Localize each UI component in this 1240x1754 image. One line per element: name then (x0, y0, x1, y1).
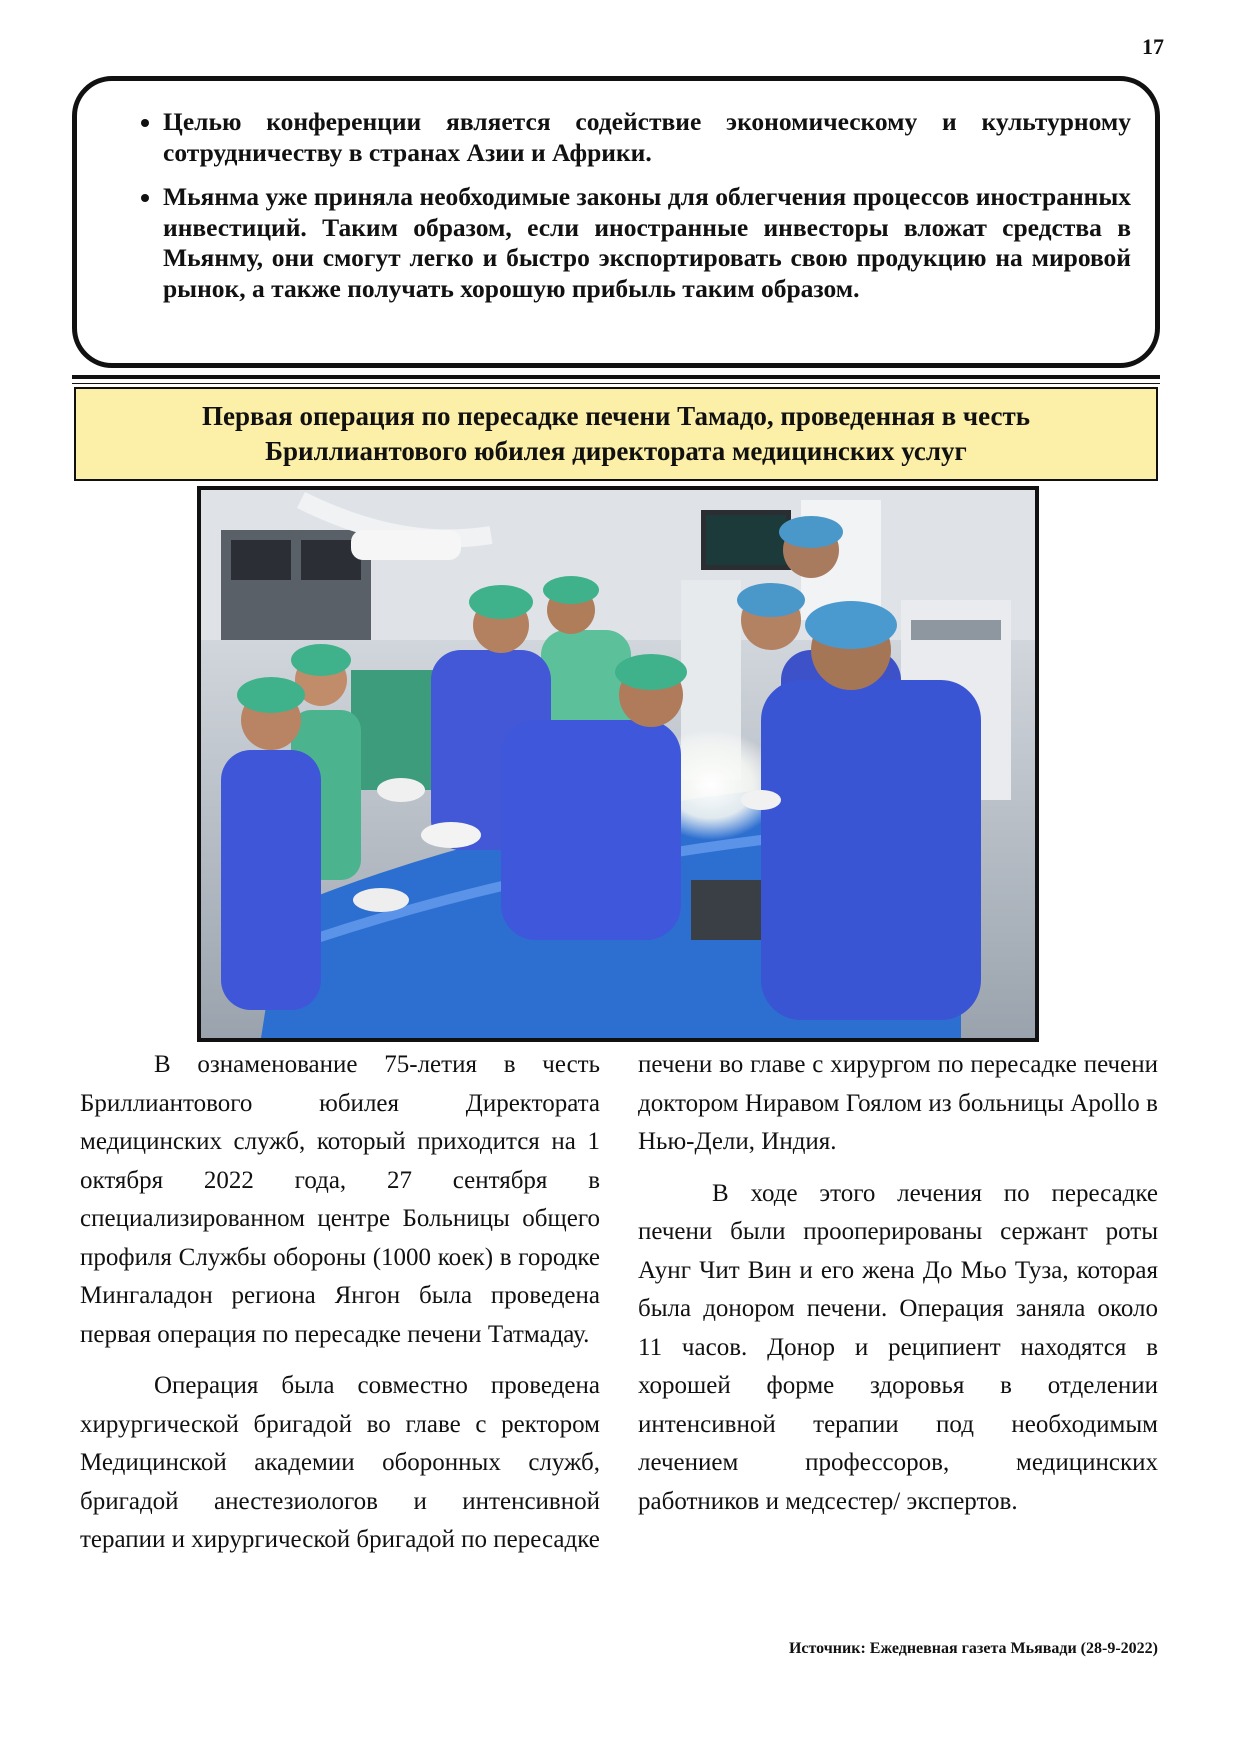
article-headline: Первая операция по пересадке печени Тамадо, проведенная в честь Бриллиантового юбилея директората медицинских услуг (74, 387, 1158, 481)
summary-list (117, 107, 1131, 304)
surgery-photo (197, 486, 1039, 1042)
article-paragraph: Операция была совместно проведена хирургической бригадой во главе с ректором Медицинской академии оборонных служб, бригадой анестезиологов и интенсивной терапии и хирургической бригадой по пересадке (80, 1372, 600, 1553)
source-credit: Источник: Ежедневная газета Мьявади (28-9-2022) (788, 1640, 1158, 1657)
page-number: 17 (1142, 34, 1164, 59)
summary-box (72, 76, 1160, 368)
divider (72, 375, 1160, 379)
divider (72, 383, 1160, 384)
article-column-left (80, 1046, 600, 1560)
article-column-right (638, 1046, 1158, 1521)
article-paragraph: В ходе этого лечения по пересадке печени были прооперированы сержант роты Аунг Чит Вин и его жена До Мьо Туза, которая была донором печени. Операция заняла около 11 часов. Донор и реципиент находятся в хорошей форме здоровья в отделении интенсивной терапии под необходимым лечением профессоров, медицинских работников и медсестер/ экспертов. (638, 1179, 1158, 1515)
summary-bullet: • Мьянма уже приняла необходимые законы для облегчения процессов иностранных инвестиций. Таким образом, если иностранные инвесторы вложат средства в Мьянму, они смогут легко и быстро экспортировать свою продукцию на мировой рынок, а также получать хорошую прибыль таким образом. (163, 182, 1131, 304)
article-paragraph: печени во главе с хирургом по пересадке печени доктором Ниравом Гоялом из больницы Apollo в Нью-Дели, Индия. (638, 1051, 1158, 1155)
surgery-photo-illustration (201, 490, 1035, 1038)
summary-bullet: • Целью конференции является содействие экономическому и культурному сотрудничеству в странах Азии и Африки. (163, 107, 1131, 168)
article-paragraph: В ознаменование 75-летия в честь Бриллиантового юбилея Директората медицинских служб, который приходится на 1 октября 2022 года, 27 сентября в специализированном центре Больницы общего профиля Службы обороны (1000 коек) в городке Мингаладон региона Янгон была проведена первая операция по пересадке печени Татмадау. (80, 1051, 600, 1348)
